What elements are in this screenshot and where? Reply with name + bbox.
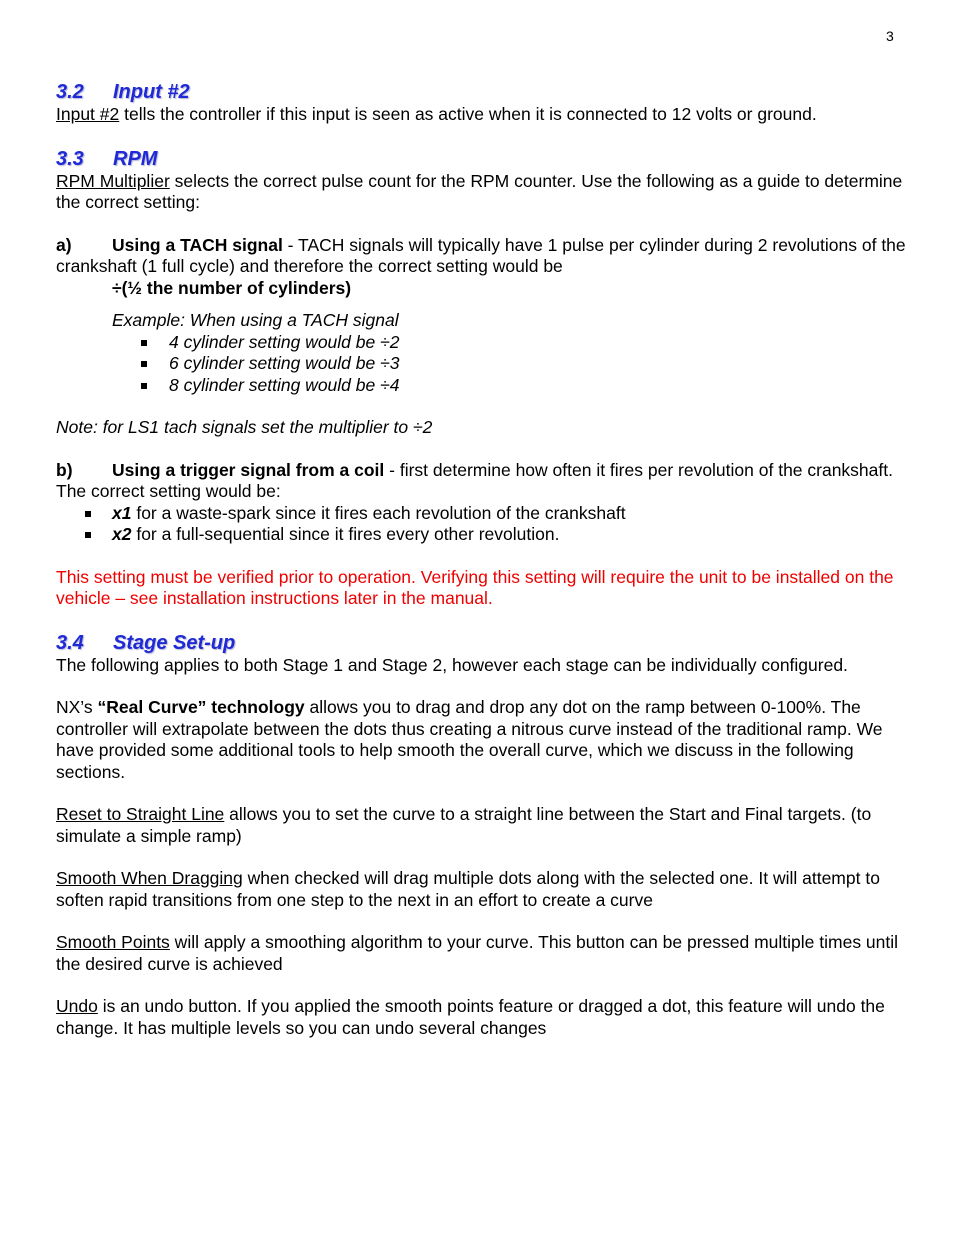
stage-intro-paragraph: The following applies to both Stage 1 and Stage 2, however each stage can be individually configured.	[56, 654, 848, 675]
rpm-intro-paragraph: RPM Multiplier selects the correct pulse count for the RPM counter. Use the following as a guide to determine the correct setting:	[56, 170, 903, 212]
section-heading-input2	[56, 80, 906, 104]
section-heading-stage-setup	[56, 631, 906, 655]
document-body	[56, 80, 906, 1039]
coil-options-list	[56, 503, 906, 546]
term-smooth-points: Smooth Points	[56, 932, 170, 952]
list-item: 6 cylinder setting would be ÷3	[56, 353, 906, 375]
section-title: Input #2	[113, 81, 190, 103]
ls1-note: Note: for LS1 tach signals set the multiplier to ÷2	[56, 417, 433, 437]
item-b-paragraph: b) Using a trigger signal from a coil - first determine how often it fires per revolution of the crankshaft. The correct setting would be:	[56, 459, 893, 501]
real-curve-term: “Real Curve” technology	[97, 697, 305, 717]
item-b-heading: Using a trigger signal from a coil	[112, 459, 385, 480]
section-number: 3.2	[56, 81, 84, 103]
list-item: 8 cylinder setting would be ÷4	[56, 375, 906, 397]
item-b-label: b)	[56, 459, 73, 480]
feature-undo-paragraph: Undo is an undo button. If you applied the smooth points feature or dragged a dot, this feature will undo the change. It has multiple levels so you can undo several changes	[56, 996, 885, 1038]
input2-paragraph: Input #2 tells the controller if this input is seen as active when it is connected to 12 volts or ground.	[56, 104, 817, 124]
example-title: Example: When using a TACH signal	[112, 310, 399, 330]
term-undo: Undo	[56, 996, 98, 1016]
term-rpm-multiplier: RPM Multiplier	[56, 170, 170, 191]
warning-paragraph: This setting must be verified prior to operation. Verifying this setting will require the unit to be installed on the vehicle – see installation instructions later in the manual.	[56, 566, 894, 608]
item-a-formula: ÷(½ the number of cylinders)	[112, 277, 352, 298]
section-number: 3.3	[56, 147, 84, 170]
section-heading-rpm	[56, 147, 906, 171]
feature-smooth-points-paragraph: Smooth Points will apply a smoothing algorithm to your curve. This button can be pressed multiple times until the desired curve is achieved	[56, 932, 899, 974]
page-number: 3	[886, 28, 894, 44]
term-reset-straight-line: Reset to Straight Line	[56, 804, 225, 824]
item-a-paragraph: a) Using a TACH signal - TACH signals will typically have 1 pulse per cylinder during 2 revolutions of the crankshaft (1 full cycle) and therefore the correct setting would be	[56, 234, 906, 276]
list-item: 4 cylinder setting would be ÷2	[56, 332, 906, 354]
feature-reset-paragraph: Reset to Straight Line allows you to set the curve to a straight line between the Start and Final targets. (to simulate a simple ramp)	[56, 804, 872, 846]
list-item: x1 for a waste-spark since it fires each revolution of the crankshaft	[56, 503, 906, 525]
section-title: Stage Set-up	[113, 631, 236, 654]
section-title: RPM	[113, 147, 158, 170]
term-input2: Input #2	[56, 104, 120, 124]
item-a-heading: Using a TACH signal	[112, 234, 283, 255]
list-item: x2 for a full-sequential since it fires every other revolution.	[56, 524, 906, 546]
term-smooth-when-dragging: Smooth When Dragging	[56, 868, 243, 888]
real-curve-paragraph: NX’s “Real Curve” technology allows you to drag and drop any dot on the ramp between 0-100%. The controller will extrapolate between the dots thus creating a nitrous curve instead of the traditional ramp. We have provided some additional tools to help smooth the overall curve, which we discuss in the following sections.	[56, 697, 883, 782]
section-number: 3.4	[56, 631, 84, 654]
example-list	[56, 332, 906, 397]
item-a-label: a)	[56, 234, 72, 255]
feature-smooth-dragging-paragraph: Smooth When Dragging when checked will drag multiple dots along with the selected one. It will attempt to soften rapid transitions from one step to the next in an effort to create a curve	[56, 868, 880, 910]
